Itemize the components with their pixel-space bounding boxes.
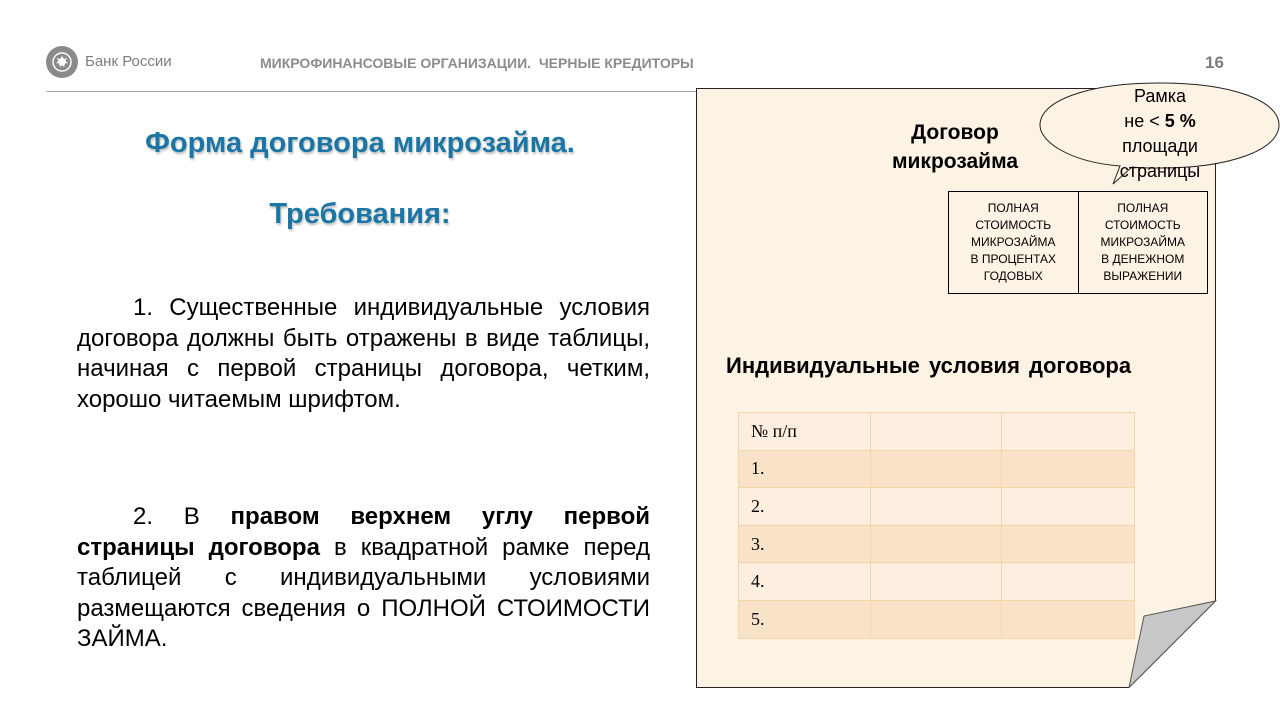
table-row: [739, 600, 1135, 638]
cost-right-line: В ДЕНЕЖНОМ: [1101, 252, 1185, 266]
slide-title: Форма договора микрозайма.: [145, 127, 575, 159]
cost-right-line: СТОИМОСТЬ: [1104, 218, 1181, 232]
table-row: [739, 488, 1135, 526]
requirement-2-bold: правом верхнем углу первой страницы договора: [77, 503, 650, 561]
table-cell: 2.: [739, 488, 871, 526]
cost-left-line: ПОЛНАЯ: [987, 201, 1039, 215]
callout-line2-b: 5 %: [1164, 111, 1196, 131]
table-cell: [871, 488, 1002, 526]
table-row: [739, 525, 1135, 563]
requirement-1-text: 1. Существенные индивидуальные условия договора должны быть отражены в виде таблицы, начиная с первой страницы договора, четким, хорошо читаемым шрифтом.: [77, 294, 650, 413]
table-cell: [1002, 450, 1135, 488]
table-row: [739, 563, 1135, 601]
table-cell: [871, 450, 1002, 488]
conditions-title: Индивидуальные условия договора: [726, 353, 1132, 378]
callout-text: [1110, 84, 1210, 184]
contract-title-line1: Договор: [911, 121, 999, 144]
cost-right-line: ПОЛНАЯ: [1117, 201, 1169, 215]
callout-line3: площади: [1122, 136, 1198, 156]
contract-title-line2: микрозайма: [891, 150, 1019, 173]
table-cell: [1002, 563, 1135, 601]
table-cell: 4.: [739, 563, 871, 601]
page-number: 16: [1205, 53, 1224, 72]
requirement-2: [77, 502, 657, 655]
table-cell: 3.: [739, 525, 871, 563]
requirement-2-end: в квадратной рамке перед таблицей с индивидуальными условиями размещаются сведения о ПОЛНОЙ СТОИМОСТИ ЗАЙМА.: [77, 533, 657, 652]
cost-left-line: МИКРОЗАЙМА: [970, 235, 1056, 249]
cost-right-line: ВЫРАЖЕНИИ: [1103, 269, 1183, 283]
bank-logo-icon: [46, 46, 78, 78]
cost-left-line: СТОИМОСТЬ: [975, 218, 1052, 232]
table-cell: [1002, 600, 1135, 638]
table-cell: 5.: [739, 600, 871, 638]
bank-name: Банк России: [85, 53, 172, 70]
table-cell: [1002, 413, 1135, 451]
callout-line4: страницы: [1119, 161, 1201, 181]
table-cell: [871, 563, 1002, 601]
table-cell: № п/п: [739, 413, 871, 451]
callout-line2-a: не <: [1124, 111, 1165, 131]
conditions-table: [738, 412, 1135, 639]
callout-line2: [1110, 109, 1210, 134]
table-row: [739, 450, 1135, 488]
table-cell: [1002, 525, 1135, 563]
table-cell: [871, 600, 1002, 638]
full-cost-box: [948, 191, 1208, 294]
requirements-heading: Требования:: [269, 198, 451, 230]
callout-line1: Рамка: [1133, 86, 1187, 106]
requirement-1: [77, 293, 650, 415]
table-cell: [871, 525, 1002, 563]
table-row: [739, 413, 1135, 451]
table-cell: 1.: [739, 450, 871, 488]
table-cell: [1002, 488, 1135, 526]
full-cost-money-cell: [1078, 192, 1208, 293]
table-cell: [871, 413, 1002, 451]
cost-left-line: ГОДОВЫХ: [983, 269, 1043, 283]
full-cost-percent-cell: [949, 192, 1078, 293]
cost-left-line: В ПРОЦЕНТАХ: [970, 252, 1057, 266]
cost-right-line: МИКРОЗАЙМА: [1100, 235, 1186, 249]
requirement-2-start: 2. В: [133, 503, 231, 530]
header-title: МИКРОФИНАНСОВЫЕ ОРГАНИЗАЦИИ. ЧЕРНЫЕ КРЕДИТОРЫ: [260, 55, 694, 71]
